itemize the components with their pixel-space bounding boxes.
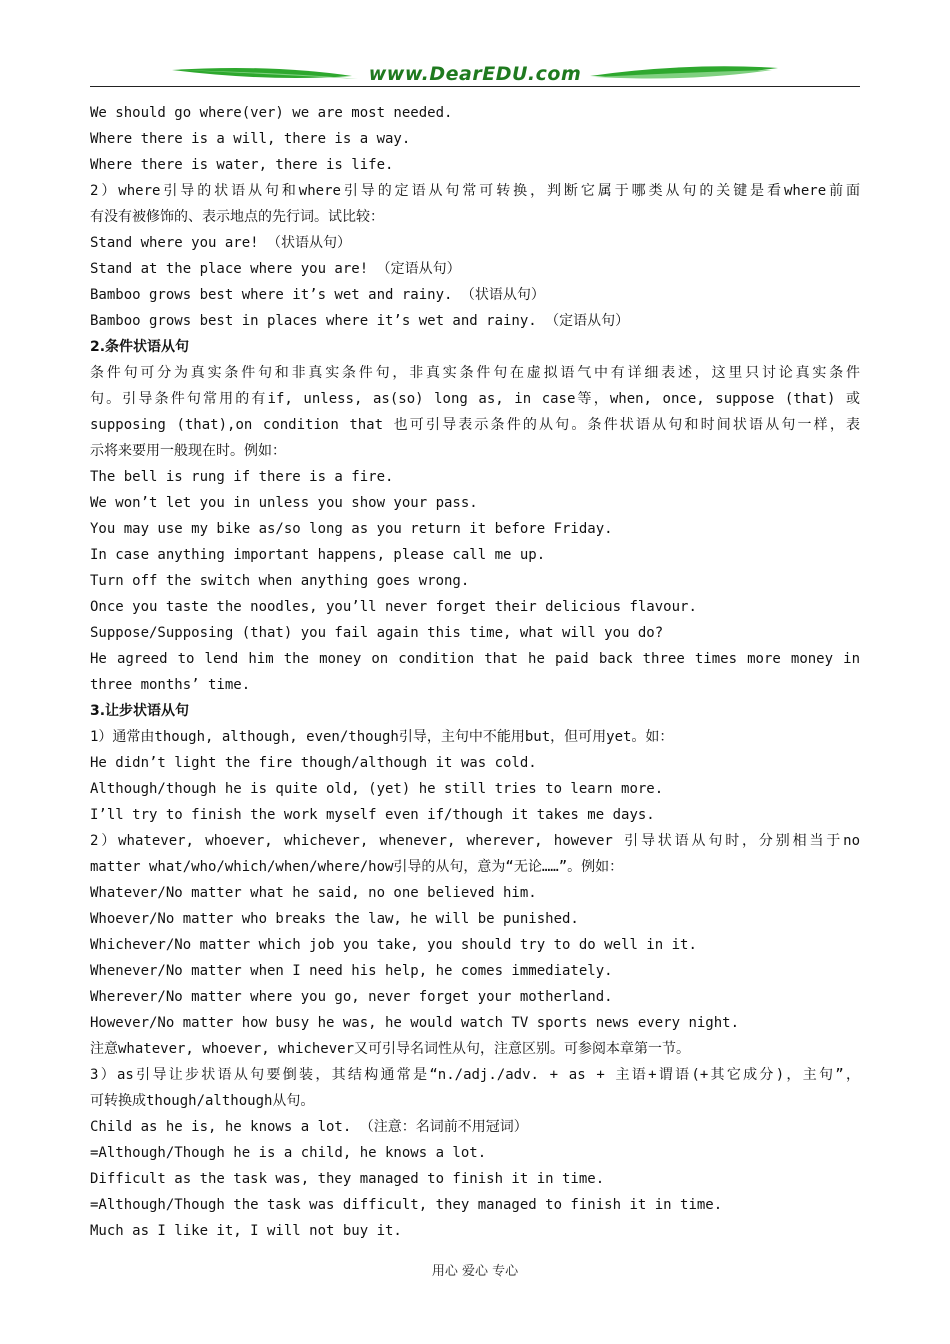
text-line: 可转换成though/although从句。 (90, 1093, 315, 1109)
text-line: Stand at the place where you are! （定语从句） (90, 261, 461, 277)
text-line: Stand where you are! （状语从句） (90, 235, 352, 251)
text-line: Where there is a will, there is a way. (90, 131, 411, 147)
text-line: 2）whatever, whoever, whichever, whenever, wherever, however 引导状语从句时，分别相当于no (90, 833, 860, 849)
text-line: =Although/Though he is a child, he knows a lot. (90, 1145, 487, 1161)
text-line: We won’t let you in unless you show your pass. (90, 495, 478, 511)
text-line: Much as I like it, I will not buy it. (90, 1223, 402, 1239)
text-line: Child as he is, he knows a lot. （注意：名词前不用冠词） (90, 1119, 528, 1135)
text-line: Bamboo grows best in places where it’s wet and rainy. （定语从句） (90, 313, 630, 329)
section-heading: 2.条件状语从句 (90, 339, 190, 355)
text-line: matter what/who/which/when/where/how引导的从句，意为“无论……”。例如： (90, 859, 624, 875)
text-line: 1）通常由though, although, even/though引导，主句中不能用but，但可用yet。如： (90, 729, 674, 745)
text-line: 条件句可分为真实条件句和非真实条件句，非真实条件句在虚拟语气中有详细表述，这里只讨论真实条件 (90, 365, 860, 381)
text-line: Whatever/No matter what he said, no one believed him. (90, 885, 537, 901)
page-footer: 用心 爱心 专心 (431, 1264, 519, 1279)
text-line: 有没有被修饰的、表示地点的先行词。试比较： (90, 209, 384, 225)
document-body (90, 100, 860, 1244)
text-line: Wherever/No matter where you go, never forget your motherland. (90, 989, 613, 1005)
text-line: Where there is water, there is life. (90, 157, 394, 173)
header-rule (90, 86, 860, 87)
text-line: 句。引导条件句常用的有if, unless, as(so) long as, in case等，when, once, suppose (that) 或 (90, 391, 860, 407)
text-line: Although/though he is quite old, (yet) he still tries to learn more. (90, 781, 664, 797)
text-line: Suppose/Supposing (that) you fail again this time, what will you do? (90, 625, 664, 641)
text-line: Bamboo grows best where it’s wet and rainy. （状语从句） (90, 287, 545, 303)
text-line: =Although/Though the task was difficult, they managed to finish it in time. (90, 1197, 723, 1213)
text-line: 2）where引导的状语从句和where引导的定语从句常可转换，判断它属于哪类从句的关键是看where前面 (90, 183, 860, 199)
text-line: three months’ time. (90, 677, 251, 693)
text-line: We should go where(ver) we are most needed. (90, 105, 453, 121)
text-line: You may use my bike as/so long as you return it before Friday. (90, 521, 613, 537)
text-line: 示将来要用一般现在时。例如： (90, 443, 286, 459)
text-line: Whoever/No matter who breaks the law, he will be punished. (90, 911, 579, 927)
text-line: He agreed to lend him the money on condition that he paid back three times more money in (90, 651, 860, 667)
site-logo-text[interactable]: www.DearEDU.com (368, 63, 582, 85)
text-line: However/No matter how busy he was, he would watch TV sports news every night. (90, 1015, 740, 1031)
site-header-banner (90, 60, 860, 94)
text-line: Whichever/No matter which job you take, you should try to do well in it. (90, 937, 697, 953)
text-line: supposing (that),on condition that 也可引导表示条件的从句。条件状语从句和时间状语从句一样，表 (90, 417, 860, 433)
text-line: Whenever/No matter when I need his help, he comes immediately. (90, 963, 613, 979)
text-line: He didn’t light the fire though/although it was cold. (90, 755, 537, 771)
section-heading: 3.让步状语从句 (90, 703, 190, 719)
text-line: The bell is rung if there is a fire. (90, 469, 394, 485)
text-line: 3）as引导让步状语从句要倒装，其结构通常是“n./adj./adv. + as + 主语+谓语(+其它成分)，主句”， (90, 1067, 860, 1083)
text-line: Difficult as the task was, they managed to finish it in time. (90, 1171, 605, 1187)
text-line: 注意whatever, whoever, whichever又可引导名词性从句，注意区别。可参阅本章第一节。 (90, 1041, 691, 1057)
text-line: Once you taste the noodles, you’ll never forget their delicious flavour. (90, 599, 697, 615)
text-line: I’ll try to finish the work myself even if/though it takes me days. (90, 807, 655, 823)
text-line: Turn off the switch when anything goes wrong. (90, 573, 470, 589)
text-line: In case anything important happens, please call me up. (90, 547, 546, 563)
